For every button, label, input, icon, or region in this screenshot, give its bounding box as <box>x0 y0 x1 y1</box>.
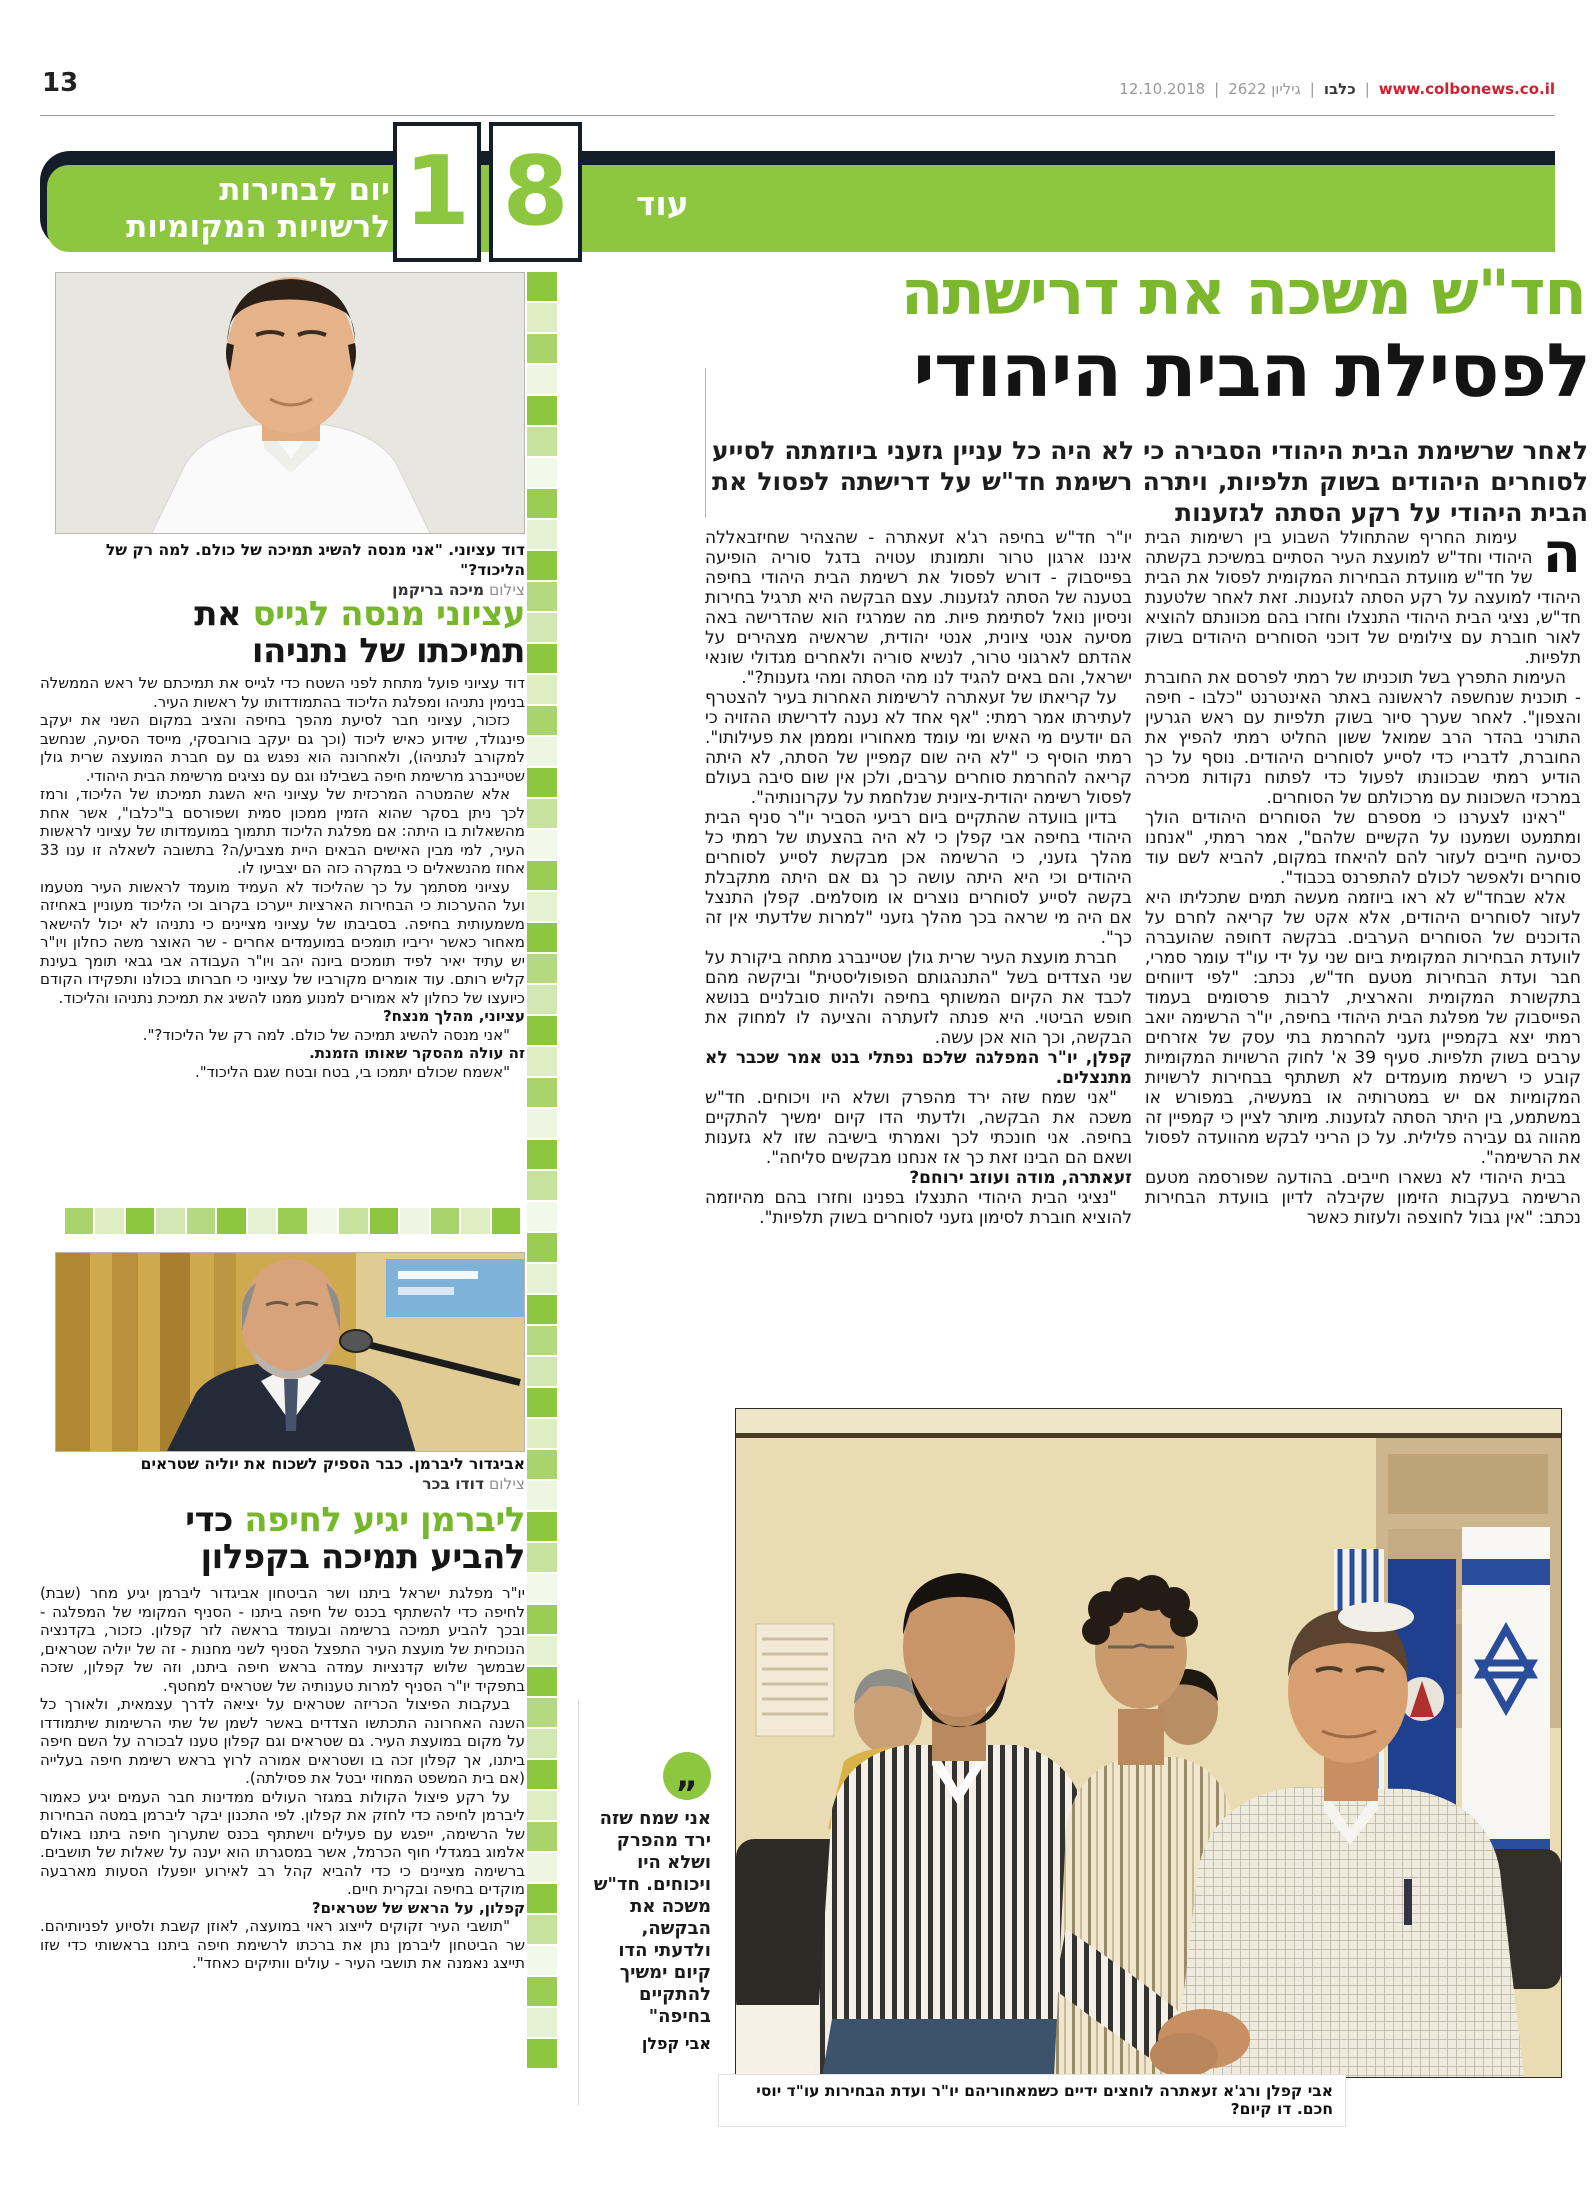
green-square <box>527 1884 557 1913</box>
countdown-label-line1: יום לבחירות <box>219 172 390 208</box>
question-line: זעאתרה, מודה ועוזב ירוחם? <box>909 1168 1132 1188</box>
photo-credit-label: צילום <box>489 581 525 600</box>
green-square <box>156 1208 185 1234</box>
green-square <box>527 1233 557 1262</box>
green-square <box>400 1208 429 1234</box>
body-paragraph: "ראינו לצערנו כי מספרם של הסוחרים היהודים הולך ומתמעט ושמענו על הקשיים שלהם", אמר רמתי, "אנחנו כסיעה חייבים לעזור להם להיאחז במקום, להביא לשם עוד סוחרים ולאפשר לכולם להתפרנס בכבוד". <box>1145 808 1581 888</box>
question-line: קפלון, על הראש של שטראים? <box>311 1898 525 1917</box>
green-square <box>527 1574 557 1603</box>
countdown-label-line2: לרשויות המקומיות <box>126 208 390 245</box>
green-square <box>527 1605 557 1634</box>
quote-mark-icon: „ <box>663 1752 711 1800</box>
body-paragraph: יו"ר חד"ש בחיפה רג'א זעאתרה - שהצהיר שחיזבאללה איננו ארגון טרור ותמונתו עטויה בדגל סוריה הופיעה בפייסבוק - דורש לפסול את רשימת הבית היהודי בחיפה בטענה של הסתה לגזענות. עצם הבקשה היא תרגיל בחירות וניסיון נואל לסתימת פיות. מה שמרגיז הוא שהדרישה באה מסיעה אנטי ציונית, אנטי יהודית, שראשיה מצהירים על אהדתם לארגוני טרור, לנשיא סוריה ולאחרים מגדולי שונאי ישראל, והם באים להגיד לנו מהי הסתה ומהי גזענות?". <box>705 528 1132 688</box>
countdown-label <box>110 172 390 245</box>
body-paragraph: על קריאתו של זעאתרה לרשימות האחרות בעיר להצטרף לעתירתו אמר רמתי: "אף אחד לא נענה לדרישתו ההזויה כי הם יודעים מי האיש ומי עומד מאחוריו ומממן את פעילותו". רמתי הוסיף כי "לא היה שום קמפיין של הסתה, לא היתה קריאה להחרמת סוחרים ערבים, ולכן אין שום סיבה בעולם לפסול רשימה יהודית-ציונית שנלחמת על עקרונותיה". <box>705 688 1132 808</box>
masthead-separator: | <box>1309 80 1315 98</box>
green-square <box>527 1512 557 1541</box>
green-square <box>370 1208 399 1234</box>
green-square <box>527 706 557 735</box>
body-paragraph: "נציגי הבית היהודי התנצלו בפנינו וחזרו בהם מהיוזמה להוציא חוברת לסימון גזעני לסוחרים בשוק תלפיות". <box>705 1188 1132 1228</box>
green-square <box>527 1729 557 1758</box>
green-square <box>527 923 557 952</box>
masthead-separator: | <box>1364 80 1370 98</box>
vertical-squares-divider <box>527 272 557 2096</box>
green-square <box>527 427 557 456</box>
masthead-brand: כלבו <box>1323 80 1356 98</box>
green-square <box>527 1140 557 1169</box>
green-square <box>527 1543 557 1572</box>
green-square <box>527 1946 557 1975</box>
green-square <box>527 1264 557 1293</box>
green-square <box>527 489 557 518</box>
green-square <box>527 768 557 797</box>
microphone-icon <box>340 1330 372 1352</box>
headline-green-part: עציוני מנסה לגייס <box>252 594 525 634</box>
green-square <box>527 1357 557 1386</box>
masthead-separator: | <box>1214 80 1220 98</box>
green-square <box>527 1326 557 1355</box>
body-paragraph: "אשמח שכולם יתמכו בי, בטח ובטח שגם הליכוד". <box>194 1062 510 1081</box>
green-square <box>527 892 557 921</box>
green-square <box>527 1047 557 1076</box>
sidebar1-body <box>40 674 525 1206</box>
green-square <box>95 1208 124 1234</box>
countdown-digit: 8 <box>502 137 569 247</box>
green-square <box>527 985 557 1014</box>
countdown-digit: 1 <box>403 137 471 247</box>
green-square <box>527 1202 557 1231</box>
green-square <box>527 1388 557 1417</box>
lieberman-photo-caption <box>55 1452 525 1496</box>
pull-quote <box>583 1752 711 2053</box>
body-paragraph: אלא שהמטרה המרכזית של עציוני היא השגת תמיכתו של הליכוד, ורמז לכך ניתן בסקר שהוא הזמין ממכון סמית ושפורסם ב"כלבו", אשר אחת מהשאלות בו היתה: אם מפלגת הליכוד תתמוך במועמדותו של עציוני לראשות העיר, למי מבין האישים הבאים היית מצביע/ה? בתשובה לשאלה זו ענו 33 אחוז מהנשאלים כי במקרה כזה הם יצביעו לו. <box>40 785 525 877</box>
handshake-photo-caption: אבי קפלן ורג'א זעאתרה לוחצים ידיים כשמאחוריהם יו"ר ועדת הבחירות עו"ד יוסי חכם. דו קיום? <box>718 2074 1346 2127</box>
green-square <box>527 1078 557 1107</box>
body-paragraph: אלא שבחד"ש לא ראו ביוזמה מעשה תמים שתכליתו היא לעזור לסוחרים היהודים, אלא אקט של קריאה לחרם על הדוכנים של הסוחרים הערבים. בבקשה דחופה שהועברה לוועדת הבחירות המקומית ביום שני על ידי עו"ד עומר סמרי, חבר ועדת הבחירות מטעם חד"ש, נכתב: "לפי דיווחים בתקשורת המקומית והארצית, לרבות פרסומים בעמוד הפייסבוק של מפלגת הבית היהודי בחיפה, יו"ר הרשימה יואב רמתי יצא בקמפיין גזעני להחרמת בתי עסק של אזרחים ערבים בשוק תלפיות. סעיף 39 א' לחוק הרשויות המקומיות קובע כי רשימת מועמדים לא תשתתף בבחירות לרשויות המקומיות אם יש במטרותיה או במעשיה, במפורש או במשתמע, בין היתר הסתה לגזענות. מיותר לציין כי קמפיין זה מהווה גם עבירה פלילית. על כן הריני לבקש מהוועדה לפסול את הרשימה". <box>1145 888 1581 1168</box>
green-square <box>527 737 557 766</box>
green-square <box>461 1208 490 1234</box>
green-square <box>527 1171 557 1200</box>
body-paragraph: "אני מנסה להשיג תמיכה של כולם. למה רק של הליכוד?". <box>142 1025 510 1044</box>
green-square <box>527 303 557 332</box>
countdown-digit-card-1 <box>393 122 481 262</box>
green-square <box>527 582 557 611</box>
pocket-pen <box>1404 1879 1412 1925</box>
green-square <box>431 1208 460 1234</box>
sidebar2-body <box>40 1584 525 2108</box>
masthead-issue: 2622 גיליון <box>1228 80 1301 98</box>
body-paragraph: חברת מועצת העיר שרית גולן שטיינברג מתחה ביקורת על שני הצדדים בשל "התנהגותם הפופוליסטית" וביקשה מהם לכבד את הקיום המשותף בחיפה ולהיות סובלניים בנושא חופש הביטוי. היא פנתה לזעתרה והציעה לו למחוק את הבקשה, וכך הוא אכן עשה. <box>705 948 1132 1048</box>
caption-text: דוד עציוני. "אני מנסה להשיג תמיכה של כולם. למה רק של הליכוד?" <box>105 541 525 580</box>
green-square <box>527 644 557 673</box>
masthead-date: 12.10.2018 <box>1119 80 1206 98</box>
masthead-website-link[interactable]: www.colbonews.co.il <box>1378 80 1555 98</box>
handshake-photo-illustration <box>736 1409 1561 2077</box>
green-square <box>527 1109 557 1138</box>
quote-rule <box>578 1700 579 2105</box>
green-square <box>527 1822 557 1851</box>
body-paragraph: העימות התפרץ בשל תוכניתו של רמתי לפרסם את החוברת - תוכנית שנחשפה לראשונה באתר האינטרנט "כלבו - חיפה והצפון". לאחר שערך סיור בשוק תלפיות עם ראש הגרעין התורני בהדר הרב שמואל ששון החליט רמתי להפיץ את החוברת, לדבריו כדי לסייע לסוחרים היהודים. נוסף על כך הודיע רמתי שבכוונתו לפעול כדי לפתוח נקודות מכירה במרכזי השכונות עם מרכולתם של הסוחרים. <box>1145 668 1581 808</box>
lieberman-portrait-illustration <box>56 1253 525 1452</box>
green-square <box>65 1208 94 1234</box>
body-paragraph: על רקע פיצול הקולות במגזר העולים ממדינות חבר העמים יגיע כאמור ליברמן לחיפה כדי לחזק את קפלון. לפי התכנון יבקר ליברמן במטה הבחירות של הרשימה, ייפגש עם פעילים וישתתף בכנס שתערוך חיפה ביתנו באולם אלמוג במגדלי חוף הכרמל, אשר במסגרתו הוא יענה על שאלות של תושבים. ברשימה מציינים כי כדי להביא קהל רב לאירוע יופעלו הסעות מארבעה מוקדים בחיפה ובקרית חיים. <box>40 1787 525 1898</box>
main-body-column-left <box>705 528 1132 1412</box>
body-paragraph: בדיון בוועדה שהתקיים ביום רביעי הסביר יו"ר סניף הבית היהודי בחיפה אבי קפלן כי לא היה בהצעתו של רמתי כל מהלך גזעני, כי הרשימה אכן מבקשת לסייע לסוחרים היהודים וכי היא היתה עושה כך גם אם היתה מתקבלת בקשה לסייע לסוחרים נוצרים או מוסלמים. קפלן התנצל אם היה מי שראה בכך מהלך גזעני "למרות שלדעתי אין זה כך". <box>705 808 1132 948</box>
countdown-more-label: עוד <box>636 184 689 223</box>
etzioni-photo <box>55 272 525 534</box>
kippah <box>1338 1602 1414 1632</box>
body-paragraph: בבית היהודי לא נשארו חייבים. בהודעה שפורסמה מטעם הרשימה בעקבות הזימון שקיבלה לדיון בוועדת הבחירות נכתב: "אין גבול לחוצפה ולעזות כאשר <box>1145 1168 1581 1228</box>
masthead <box>1119 80 1555 98</box>
sidebar2-headline <box>40 1502 525 1575</box>
air-vent <box>756 1624 834 1736</box>
green-square <box>527 1791 557 1820</box>
green-square <box>527 861 557 890</box>
green-square <box>248 1208 277 1234</box>
body-paragraph: בעקבות הפיצול הכריזה שטראים על יציאה לדרך עצמאית, ולאורך כל השנה האחרונה התכתשו הצדדים באשר לשמן של שתי הרשימות שיתמודדו על מקום במועצת העיר. גם שטראים וגם קפלון טענו לבכורה על השם חיפה ביתנו, אך קפלון זכה בו ושטראים אמורה לרוץ בראש רשימת חיפה בעלייה (אם בית המשפט המחוזי יבטל את פסילתה). <box>40 1695 525 1787</box>
green-square <box>309 1208 338 1234</box>
headline-line2: תמיכתו של נתניהו <box>251 630 525 671</box>
main-body-column-right <box>1145 528 1581 1406</box>
green-square <box>527 520 557 549</box>
question-line: זה עולה מהסקר שאותו הזמנת. <box>309 1044 525 1062</box>
caption-text: אביגדור ליברמן. כבר הספיק לשכוח את יוליה שטראים <box>140 1455 525 1473</box>
green-square <box>527 1636 557 1665</box>
green-square <box>492 1208 521 1234</box>
green-square <box>527 365 557 394</box>
body-paragraph: "אני שמח שזה ירד מהפרק ושלא היו ויכוחים. חד"ש משכה את הבקשה, ולדעתי הדו קיום ימשיך להתקיים בחיפה. אני חונכתי לכך ואמרתי בישיבה שזו לא גזענות ושאם הם הבינו זאת כך אז אנחנו מבקשים סליחה". <box>705 1088 1132 1168</box>
lieberman-photo <box>55 1252 525 1452</box>
body-paragraph: דוד עציוני פועל מתחת לפני השטח כדי לגייס את תמיכתם של ראש הממשלה בנימין נתניהו ומפלגת הליכוד בהתמודדותו על ראשות העיר. <box>40 674 525 711</box>
green-square <box>126 1208 155 1234</box>
green-square <box>527 396 557 425</box>
question-line: עציוני, מהלך מנצח? <box>382 1007 525 1025</box>
green-square <box>527 613 557 642</box>
green-square <box>527 1760 557 1789</box>
green-square <box>527 675 557 704</box>
green-square <box>527 458 557 487</box>
green-square <box>217 1208 246 1234</box>
body-paragraph: כזכור, עציוני חבר לסיעת מהפך בחיפה והציב במקום השני את יעקב פינגולד, שידוע כאיש ליכוד (וכך גם יעקב בורובסקי, מייסד הסיעה, שנחשב למקורב לנתניהו), ולאחרונה הוא נפגש גם עם חברת המועצה שרית גולן שטיינברג מרשימת חיפה בשבילנו וגם עם נציגים מרשימת הבית היהודי. <box>40 711 525 785</box>
drop-cap: ה <box>1542 528 1581 586</box>
green-square <box>527 1698 557 1727</box>
photo-credit-label: צילום <box>489 1475 525 1494</box>
green-square <box>527 1667 557 1696</box>
green-square <box>527 1450 557 1479</box>
headline-black-part: את <box>194 594 253 634</box>
body-paragraph: "תושבי העיר זקוקים לייצוג ראוי במועצה, לאוזן קשבת ולסיוע לפניותיהם. שר הביטחון ליברמן נתן את ברכתו לרשימת חיפה ביתנו בראשותי כדי שזו תייצג נאמנה את תושבי העיר - עולים וותיקים כאחד". <box>40 1917 525 1972</box>
headline-black-part: כדי <box>185 1500 245 1540</box>
pull-quote-text: אני שמח שזה ירד מהפרק ושלא היו ויכוחים. חד"ש משכה את הבקשה, ולדעתי הדו קיום ימשיך להתקיים בחיפה" <box>593 1808 711 2027</box>
sidebar1-headline <box>40 596 525 669</box>
green-square <box>278 1208 307 1234</box>
main-headline-green: חד"ש משכה את דרישתה <box>900 256 1586 329</box>
pull-quote-attribution: אבי קפלן <box>641 2034 711 2053</box>
headline-line2: להביע תמיכה בקפלון <box>200 1536 525 1577</box>
green-square <box>527 551 557 580</box>
photo-credit-name: מיכה בריקמן <box>392 581 485 600</box>
green-square <box>527 799 557 828</box>
green-square <box>527 1481 557 1510</box>
green-square <box>527 334 557 363</box>
green-square <box>527 2039 557 2068</box>
body-paragraph: יו"ר מפלגת ישראל ביתנו ושר הביטחון אביגדור ליברמן יגיע מחר (שבת) לחיפה כדי להשתתף בכנס של חיפה ביתנו - הסניף המקומי של המפלגה - ובכך להביע תמיכה ברשימה ובעומד בראשה לזר קפלון. כזכור, בקדנציה הנוכחית של מועצת העיר התפצל הסניף לשני מחנות - זה של יוליה שטראים, שבמשך שלוש קדנציות עמדה בראש חיפה ביתנו, וזה של קפלון, שזכה בתפקיד יו"ר הסניף למרות טענותיה של שטראים למחטף. <box>40 1584 525 1695</box>
question-line: קפלן, יו"ר המפלגה שלכם נפתלי בנט אמר שכבר לא מתנצלים. <box>705 1048 1132 1088</box>
green-square <box>527 1016 557 1045</box>
sidebar-squares-divider <box>62 1208 520 1234</box>
headline-green-part: ליברמן יגיע לחיפה <box>244 1500 525 1540</box>
green-square <box>339 1208 368 1234</box>
etzioni-photo-caption <box>40 540 525 600</box>
green-square <box>527 2008 557 2037</box>
countdown-digit-card-8 <box>489 122 582 262</box>
green-square <box>527 830 557 859</box>
green-square <box>187 1208 216 1234</box>
main-headline-black: לפסילת הבית היהודי <box>913 328 1590 414</box>
page-number: 13 <box>42 68 79 98</box>
header-rule <box>40 115 1555 116</box>
handshake-photo <box>735 1408 1562 2078</box>
green-square <box>527 1977 557 2006</box>
body-paragraph: עציוני מסתמך על כך שהליכוד לא העמיד מועמד לראשות העיר מטעמו ועל ההערכות כי הבחירות הארציות ייערכו בקרוב וכי הליכוד מעוניין באחיזה משמעותית בחיפה. בסביבתו של עציוני מציינים כי נתניהו לא יכול להישאר מאחור כאשר יריביו תומכים במועמדים אחרים - שר האוצר משה כחלון ויו"ר יש עתיד יאיר לפיד תומכים ביונה יהב ויו"ר העבודה אבי גבאי תומך בעינת קליש רותם. עוד אומרים מקורביו של עציוני כי חברותו בכולנו ותפקידו הקודם כיועצו של כחלון לא אמורים למנוע ממנו להשיג את תמיכת נתניהו והליכוד. <box>40 877 525 1007</box>
green-square <box>527 1419 557 1448</box>
green-square <box>527 1915 557 1944</box>
green-square <box>527 954 557 983</box>
main-subhead: לאחר שרשימת הבית היהודי הסבירה כי לא היה כל עניין גזעני ביוזמתה לסייע לסוחרים היהודים בשוק תלפיות, ויתרה רשימת חד"ש על דרישתה לפסול את הבית היהודי על רקע הסתה לגזענות <box>712 436 1588 527</box>
green-square <box>527 272 557 301</box>
etzioni-portrait-illustration <box>56 273 525 534</box>
photo-credit-name: דודו בכר <box>422 1475 485 1494</box>
green-square <box>527 1295 557 1324</box>
body-paragraph: עימות החריף שהתחולל השבוע בין רשימות הבית היהודי וחד"ש למועצת העיר הסתיים במשיכת בקשתה של חד"ש מוועדת הבחירות המקומית לפסול את הבית היהודי למועצה על רקע הסתה לגזענות. זאת לאחר שלטענת חד"ש, נציגי הבית היהודי התנצלו וחזרו בהם מכוונתם להוציא לאור חוברת עם צילומים של דוכני הסוחרים היהודים בשוק תלפיות. <box>1145 528 1581 668</box>
green-square <box>527 1853 557 1882</box>
